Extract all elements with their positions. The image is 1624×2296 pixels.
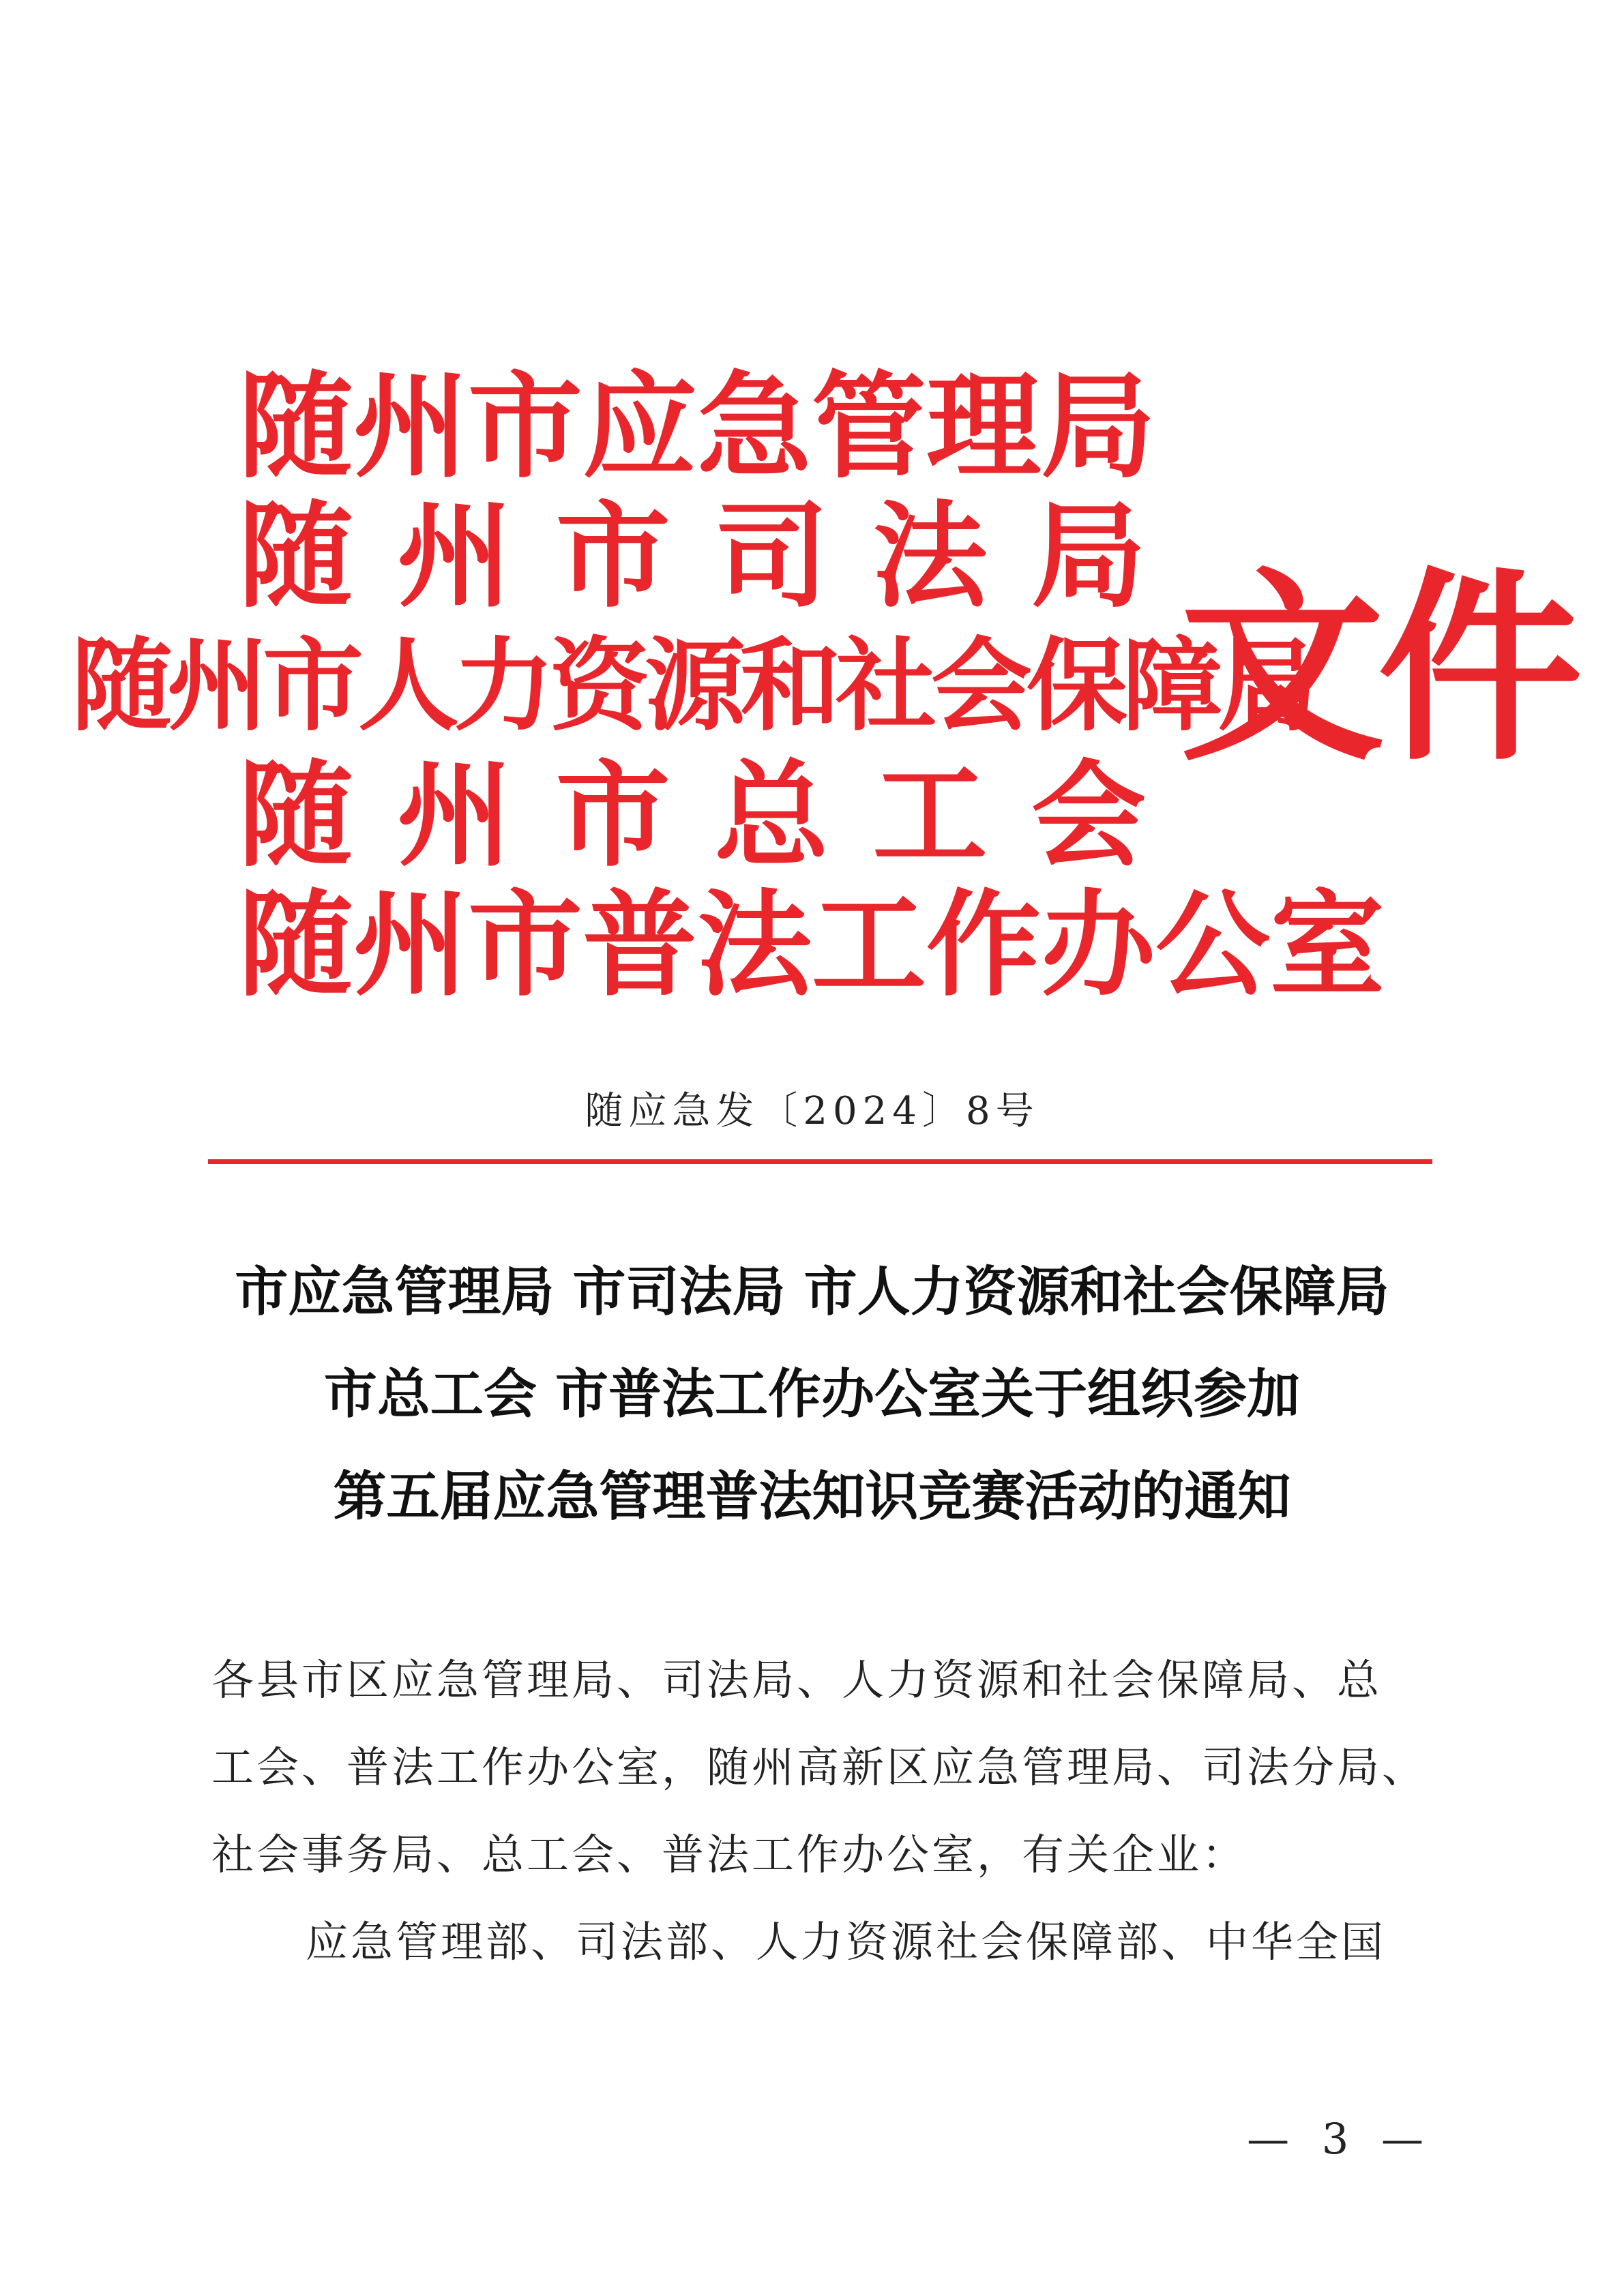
issuer-char: 市 xyxy=(555,747,670,882)
issuer-char: 办 xyxy=(1041,877,1155,1012)
issuer-char: 市 xyxy=(468,877,582,1012)
issuer-char: 室 xyxy=(1270,877,1385,1012)
document-label: 文件 xyxy=(1180,548,1576,788)
issuer-char: 普 xyxy=(582,877,697,1012)
issuer-char: 随 xyxy=(239,359,353,494)
issuer-char: 局 xyxy=(1031,488,1146,623)
issuer-char: 工 xyxy=(812,877,926,1012)
body-line: 应急管理部、司法部、人力资源社会保障部、中华全国 xyxy=(306,1917,1387,1967)
red-divider-line xyxy=(208,1159,1432,1164)
issuer-char: 急 xyxy=(697,359,812,494)
issuer-char: 州 xyxy=(397,488,512,623)
issuer-char: 作 xyxy=(926,877,1041,1012)
notice-title xyxy=(0,1241,1624,1548)
issuer-char: 随 xyxy=(239,877,353,1012)
title-line: 市总工会 市普法工作办公室关于组织参加 xyxy=(323,1363,1301,1425)
issuer-char: 市 xyxy=(468,359,582,494)
body-line: 各县市区应急管理局、司法局、人力资源和社会保障局、总 xyxy=(211,1655,1383,1705)
issuer-char: 应 xyxy=(582,359,697,494)
issuer-char: 法 xyxy=(872,488,988,623)
issuer-char: 局 xyxy=(1041,359,1155,494)
body-line: 社会事务局、总工会、普法工作办公室，有关企业： xyxy=(211,1830,1247,1879)
issuer-char: 随 xyxy=(239,488,353,623)
issuer-char: 总 xyxy=(714,747,829,882)
issuer-char: 管 xyxy=(812,359,926,494)
issuer-char: 州 xyxy=(353,359,468,494)
issuer-char: 理 xyxy=(926,359,1041,494)
issuer-char: 州 xyxy=(397,747,512,882)
issuer-line xyxy=(239,488,1146,623)
issuer-line xyxy=(239,877,1385,1012)
issuer-char: 工 xyxy=(872,747,988,882)
issuer-line: 随州市人力资源和社会保障局 xyxy=(72,626,1313,745)
title-line: 第五届应急管理普法知识竞赛活动的通知 xyxy=(333,1465,1291,1527)
issuer-char: 公 xyxy=(1155,877,1270,1012)
document-number: 随应急发〔2024〕8号 xyxy=(585,1089,1039,1133)
issuer-char: 司 xyxy=(714,488,829,623)
issuer-line xyxy=(239,747,1146,882)
issuer-char: 法 xyxy=(697,877,812,1012)
issuer-line xyxy=(239,359,1155,494)
page-number: — 3 — xyxy=(1247,2114,1433,2164)
issuer-char: 州 xyxy=(353,877,468,1012)
body-line: 工会、普法工作办公室，随州高新区应急管理局、司法分局、 xyxy=(211,1742,1428,1792)
title-line: 市应急管理局 市司法局 市人力资源和社会保障局 xyxy=(235,1261,1389,1323)
issuer-char: 会 xyxy=(1031,747,1146,882)
issuer-char: 市 xyxy=(555,488,670,623)
body-text xyxy=(211,1637,1432,1986)
issuer-char: 随 xyxy=(239,747,353,882)
